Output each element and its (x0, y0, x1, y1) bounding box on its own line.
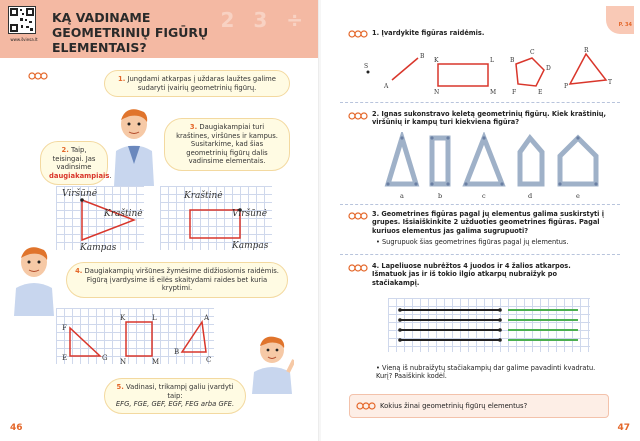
t1-letter-P: P (564, 83, 569, 90)
task1-shapes (340, 44, 620, 96)
teacher-illustration-3 (248, 334, 294, 398)
divider-1 (340, 102, 620, 103)
lettered-shapes (56, 308, 216, 366)
badge-label: P. 34 (618, 22, 632, 28)
t2-label-c: c (482, 192, 486, 200)
kampas-label-2: Kampas (232, 241, 269, 251)
task4-segments (388, 298, 592, 354)
t1-letter-F: F (512, 89, 517, 96)
virsune-label-1: Viršūnė (62, 189, 98, 199)
question-text: Kokius žinai geometrinių figūrų elementus? (380, 402, 528, 410)
t2-label-e: e (576, 192, 580, 200)
speech-bubble-4: 4. Daugiakampių viršūnes žymėsime didžiosiomis raidėmis. Figūrą įvardysime iš eilės skaitydami raides bet kuria kryptimi. (66, 262, 288, 298)
t1-letter-A: A (384, 83, 389, 90)
corner-badge (606, 6, 634, 34)
question-box (349, 394, 609, 418)
t1-letter-T: T (608, 79, 613, 86)
task-2: 2. Ignas sukonstravo keletą geometrinių figūrų. Kiek kraštinių, viršūnių ir kampų turi kiekviena figūra? (372, 110, 607, 127)
t1-letter-S: S (364, 63, 369, 70)
page-number-left: 46 (10, 423, 23, 433)
letter-M: M (152, 358, 160, 366)
letter-B: B (174, 348, 180, 356)
letter-F: F (62, 324, 67, 332)
letter-E: E (62, 354, 68, 362)
t1-letter-L: L (490, 57, 494, 64)
chain-icon-task1 (348, 28, 368, 43)
chain-icon-task2 (348, 110, 368, 125)
page-title: KĄ VADINAME GEOMETRINIŲ FIGŪRŲ ELEMENTAIS? (52, 10, 209, 55)
t2-label-b: b (438, 192, 443, 200)
t1-letter-R: R (584, 47, 589, 54)
letter-A: A (204, 314, 210, 322)
t1-letter-K: K (434, 57, 439, 64)
task-1: 1. Įvardykite figūras raidėmis. (372, 29, 485, 37)
qr-code[interactable] (8, 6, 36, 34)
t1-letter-N: N (434, 89, 440, 96)
speech-bubble-1: 1. Jungdami atkarpas į uždaras laužtes galime sudaryti įvairių geometrinių figūrų. (104, 70, 290, 97)
krastine-label-1: Kraštinė (104, 209, 143, 219)
teacher-illustration (108, 106, 160, 190)
chain-icon-question (356, 400, 376, 415)
header-decoration: 2 3 ÷ (220, 8, 309, 32)
letter-N: N (120, 358, 127, 366)
task-4: 4. Lapeliuose nubrėžtos 4 juodos ir 4 žalios atkarpos. Išmatuok jas ir iš tokio ilgio atkarpų nubraižyk po stačiakampį. (372, 262, 571, 287)
t1-letter-B2: B (510, 57, 515, 64)
speech-bubble-2: 2. Taip, teisingai. Jas vadinsime daugiakampiais. (40, 141, 108, 185)
t1-letter-C: C (530, 49, 535, 56)
t1-letter-D: D (546, 65, 551, 72)
left-page (0, 0, 319, 441)
task-3-bullet: • Sugrupuok šias geometrines figūras pagal jų elementus. (376, 238, 569, 246)
speech-bubble-5: 5. Vadinasi, trikampį galiu įvardyti taip: EFG, FGE, GEF, EGF, FEG arba GFE. (104, 378, 246, 414)
t1-letter-E: E (538, 89, 543, 96)
triangle-diagram (56, 186, 146, 252)
chain-icon-task3 (348, 210, 368, 225)
task2-constructions (380, 132, 600, 202)
krastine-label-2: Kraštinė (184, 191, 223, 201)
divider-3 (340, 254, 620, 255)
divider-2 (340, 204, 620, 205)
t2-label-d: d (528, 192, 533, 200)
speech-bubble-3: 3. Daugiakampiai turi kraštines, viršūnes ir kampus. Susitarkime, kad šias geometrinių figūrų dalis vadinsime elementais. (164, 118, 290, 171)
chain-icon (28, 70, 48, 85)
t1-letter-B: B (420, 53, 425, 60)
virsune-label-2: Viršūnė (232, 209, 268, 219)
task-3: 3. Geometrines figūras pagal jų elementus galima suskirstyti į grupes. Išsiaiškinkite 2 užduoties geometrines figūras. Pagal kuriuos elementus jas galima sugrupuoti? (372, 210, 604, 235)
rectangle-diagram (160, 186, 278, 252)
page-number-right: 47 (617, 423, 630, 433)
chain-icon-task4 (348, 262, 368, 277)
letter-K: K (120, 314, 126, 322)
t2-label-a: a (400, 192, 404, 200)
letter-G: G (102, 354, 108, 362)
qr-caption: www.šviesa.lt (10, 37, 38, 42)
letter-L: L (152, 314, 157, 322)
teacher-illustration-2 (10, 244, 58, 320)
letter-C: C (206, 356, 212, 364)
t1-letter-M: M (490, 89, 497, 96)
task-4-bullet: • Vieną iš nubraižytų stačiakampių dar galime pavadinti kvadratu. Kurį? Paaiškink kodėl. (376, 364, 596, 381)
kampas-label-1: Kampas (80, 243, 117, 252)
